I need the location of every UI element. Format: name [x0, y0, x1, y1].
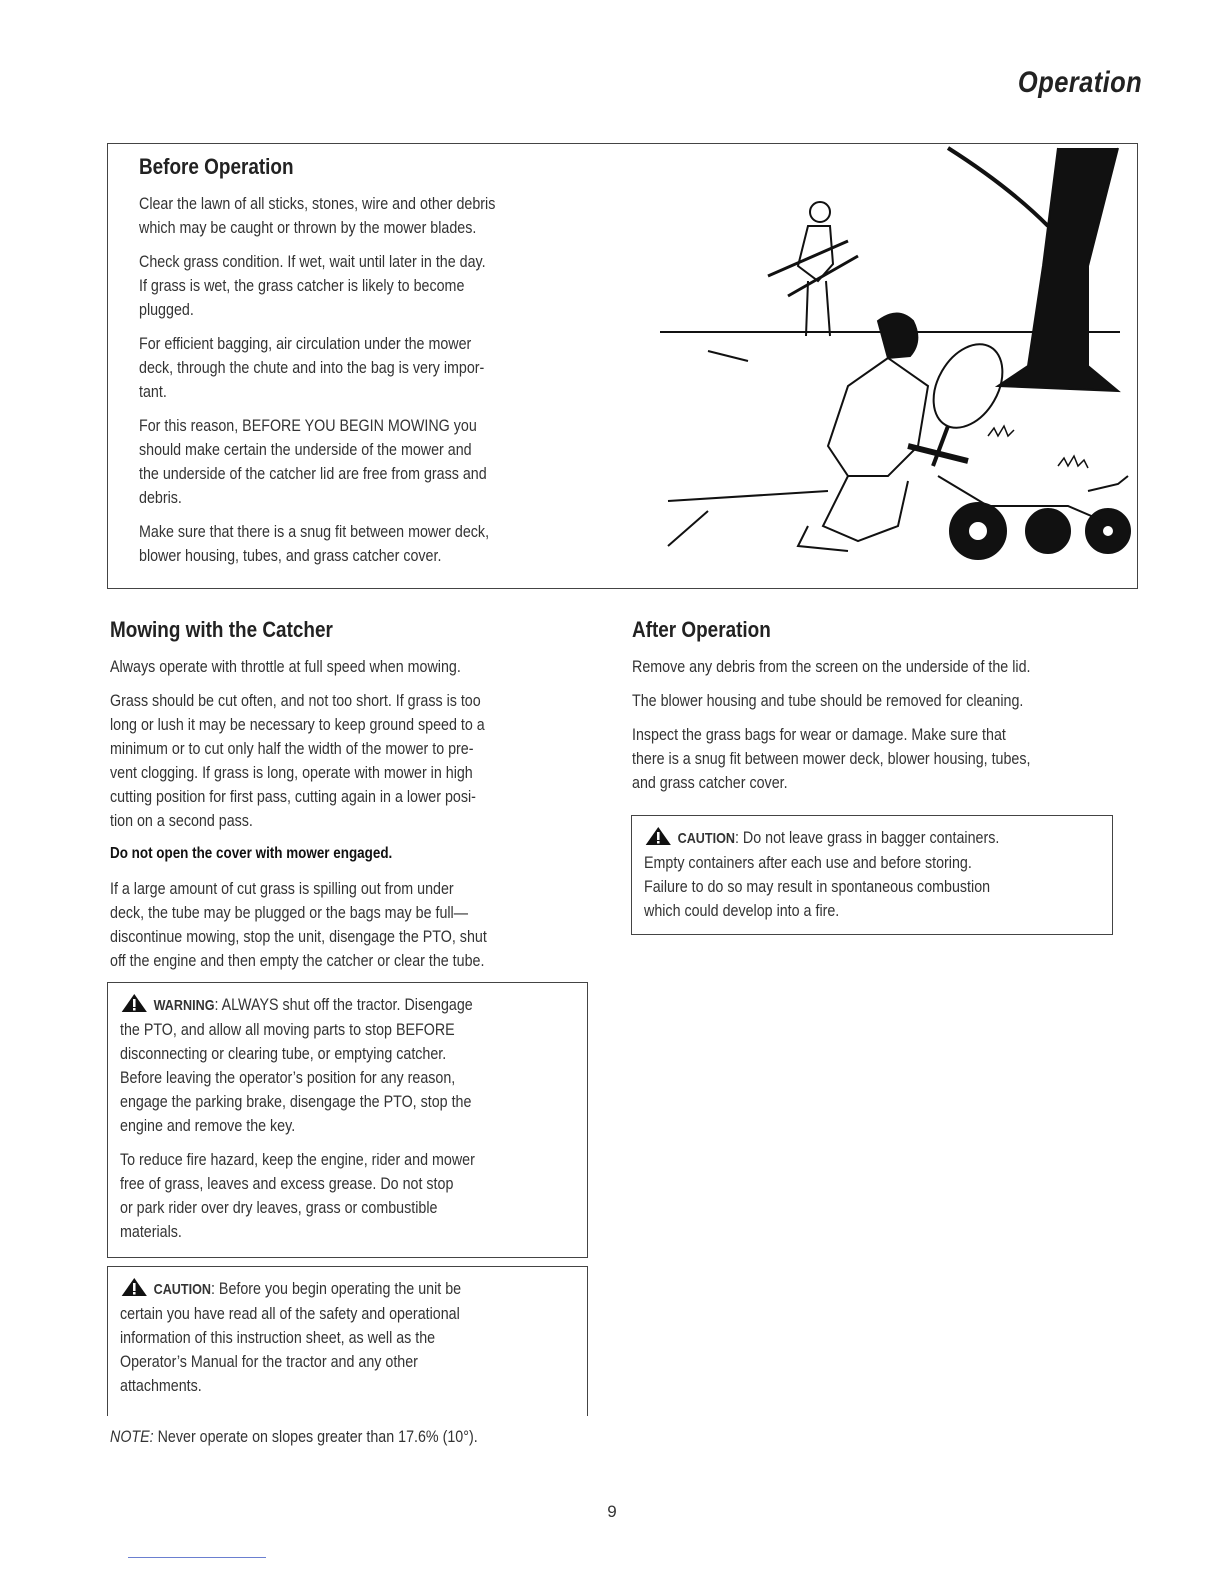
- mowing-paragraph-1: Always operate with throttle at full speed when mowing.: [110, 657, 461, 676]
- after-paragraph-3: Inspect the grass bags for wear or damage. Make sure that there is a snug fit between mower deck, blower housing, tubes, and grass catcher cover.: [632, 725, 1031, 792]
- warning-box: [107, 982, 588, 1258]
- before-paragraph-3: For efficient bagging, air circulation under the mower deck, through the chute and into the bag is very impor- tant.: [139, 334, 485, 401]
- warning-keyword: WARNING: [153, 997, 215, 1014]
- slope-note: [110, 1427, 478, 1447]
- mowing-title: Mowing with the Catcher: [110, 617, 333, 642]
- after-operation-section: [632, 617, 1152, 805]
- caution-box-bagger: [631, 815, 1113, 935]
- before-operation-box: [107, 143, 1138, 589]
- lawn-cleanup-illustration: [648, 146, 1136, 586]
- caution-paragraph-1: CAUTION: Before you begin operating the unit be certain you have read all of the safety and operational information of this instruction sheet, as well as the Operator’s Manual for the tractor and any other attachments.: [120, 1279, 462, 1395]
- after-paragraph-2: The blower housing and tube should be removed for cleaning.: [632, 691, 1024, 710]
- note-text: Never operate on slopes greater than 17.6% (10°).: [153, 1427, 478, 1446]
- after-operation-title: After Operation: [632, 617, 771, 642]
- warning-paragraph-2: To reduce fire hazard, keep the engine, rider and mower free of grass, leaves and excess grease. Do not stop or park rider over dry leaves, grass or combustible materials.: [120, 1150, 475, 1241]
- caution-keyword: CAUTION: [677, 830, 735, 847]
- caution-bagger-paragraph: CAUTION: Do not leave grass in bagger containers. Empty containers after each use and before storing. Failure to do so may result in spontaneous combustion which could develop into a fire.: [644, 828, 1000, 920]
- after-paragraph-1: Remove any debris from the screen on the underside of the lid.: [632, 657, 1031, 676]
- caution-triangle-icon: [120, 1277, 149, 1297]
- before-operation-title: Before Operation: [139, 154, 294, 179]
- caution-triangle-icon: [644, 826, 673, 846]
- page-number: 9: [607, 1502, 617, 1521]
- mowing-paragraph-2: Grass should be cut often, and not too short. If grass is too long or lush it may be necessary to keep ground speed to a minimum or to cut only half the width of the mower to pre- vent clogging. If grass is long, operate with mower in high cutting position for first pass, cutting again in a lower posi- tion on a second pass.: [110, 691, 485, 830]
- note-label: NOTE:: [110, 1427, 154, 1446]
- mowing-with-catcher-section: [110, 617, 600, 983]
- before-paragraph-2: Check grass condition. If wet, wait until later in the day. If grass is wet, the grass catcher is likely to become plugged.: [139, 252, 486, 319]
- before-paragraph-4: For this reason, BEFORE YOU BEGIN MOWING you should make certain the underside of the mower and the underside of the catcher lid are free from grass and debris.: [139, 416, 487, 507]
- before-paragraph-1: Clear the lawn of all sticks, stones, wire and other debris which may be caught or thrown by the mower blades.: [139, 194, 496, 237]
- mowing-paragraph-3: If a large amount of cut grass is spilling out from under deck, the tube may be plugged or the bags may be full— discontinue mowing, stop the unit, disengage the PTO, shut off the engine and then empty the catcher or clear the tube.: [110, 879, 487, 970]
- page-header-title: Operation: [1017, 66, 1142, 99]
- before-operation-text: [139, 154, 699, 578]
- mowing-subheading: Do not open the cover with mower engaged.: [110, 845, 393, 862]
- warning-paragraph-1: WARNING: ALWAYS shut off the tractor. Disengage the PTO, and allow all moving parts to stop BEFORE disconnecting or clearing tube, or emptying catcher. Before leaving the operator’s position for any reason, engage the parking brake, disengage the PTO, stop the engine and remove the key.: [120, 995, 473, 1135]
- warning-triangle-icon: [120, 993, 149, 1013]
- caution-keyword: CAUTION: [153, 1281, 211, 1298]
- before-paragraph-5: Make sure that there is a snug fit between mower deck, blower housing, tubes, and grass catcher cover.: [139, 522, 490, 565]
- caution-box-operation: [107, 1266, 588, 1416]
- footer-rule: [128, 1557, 266, 1558]
